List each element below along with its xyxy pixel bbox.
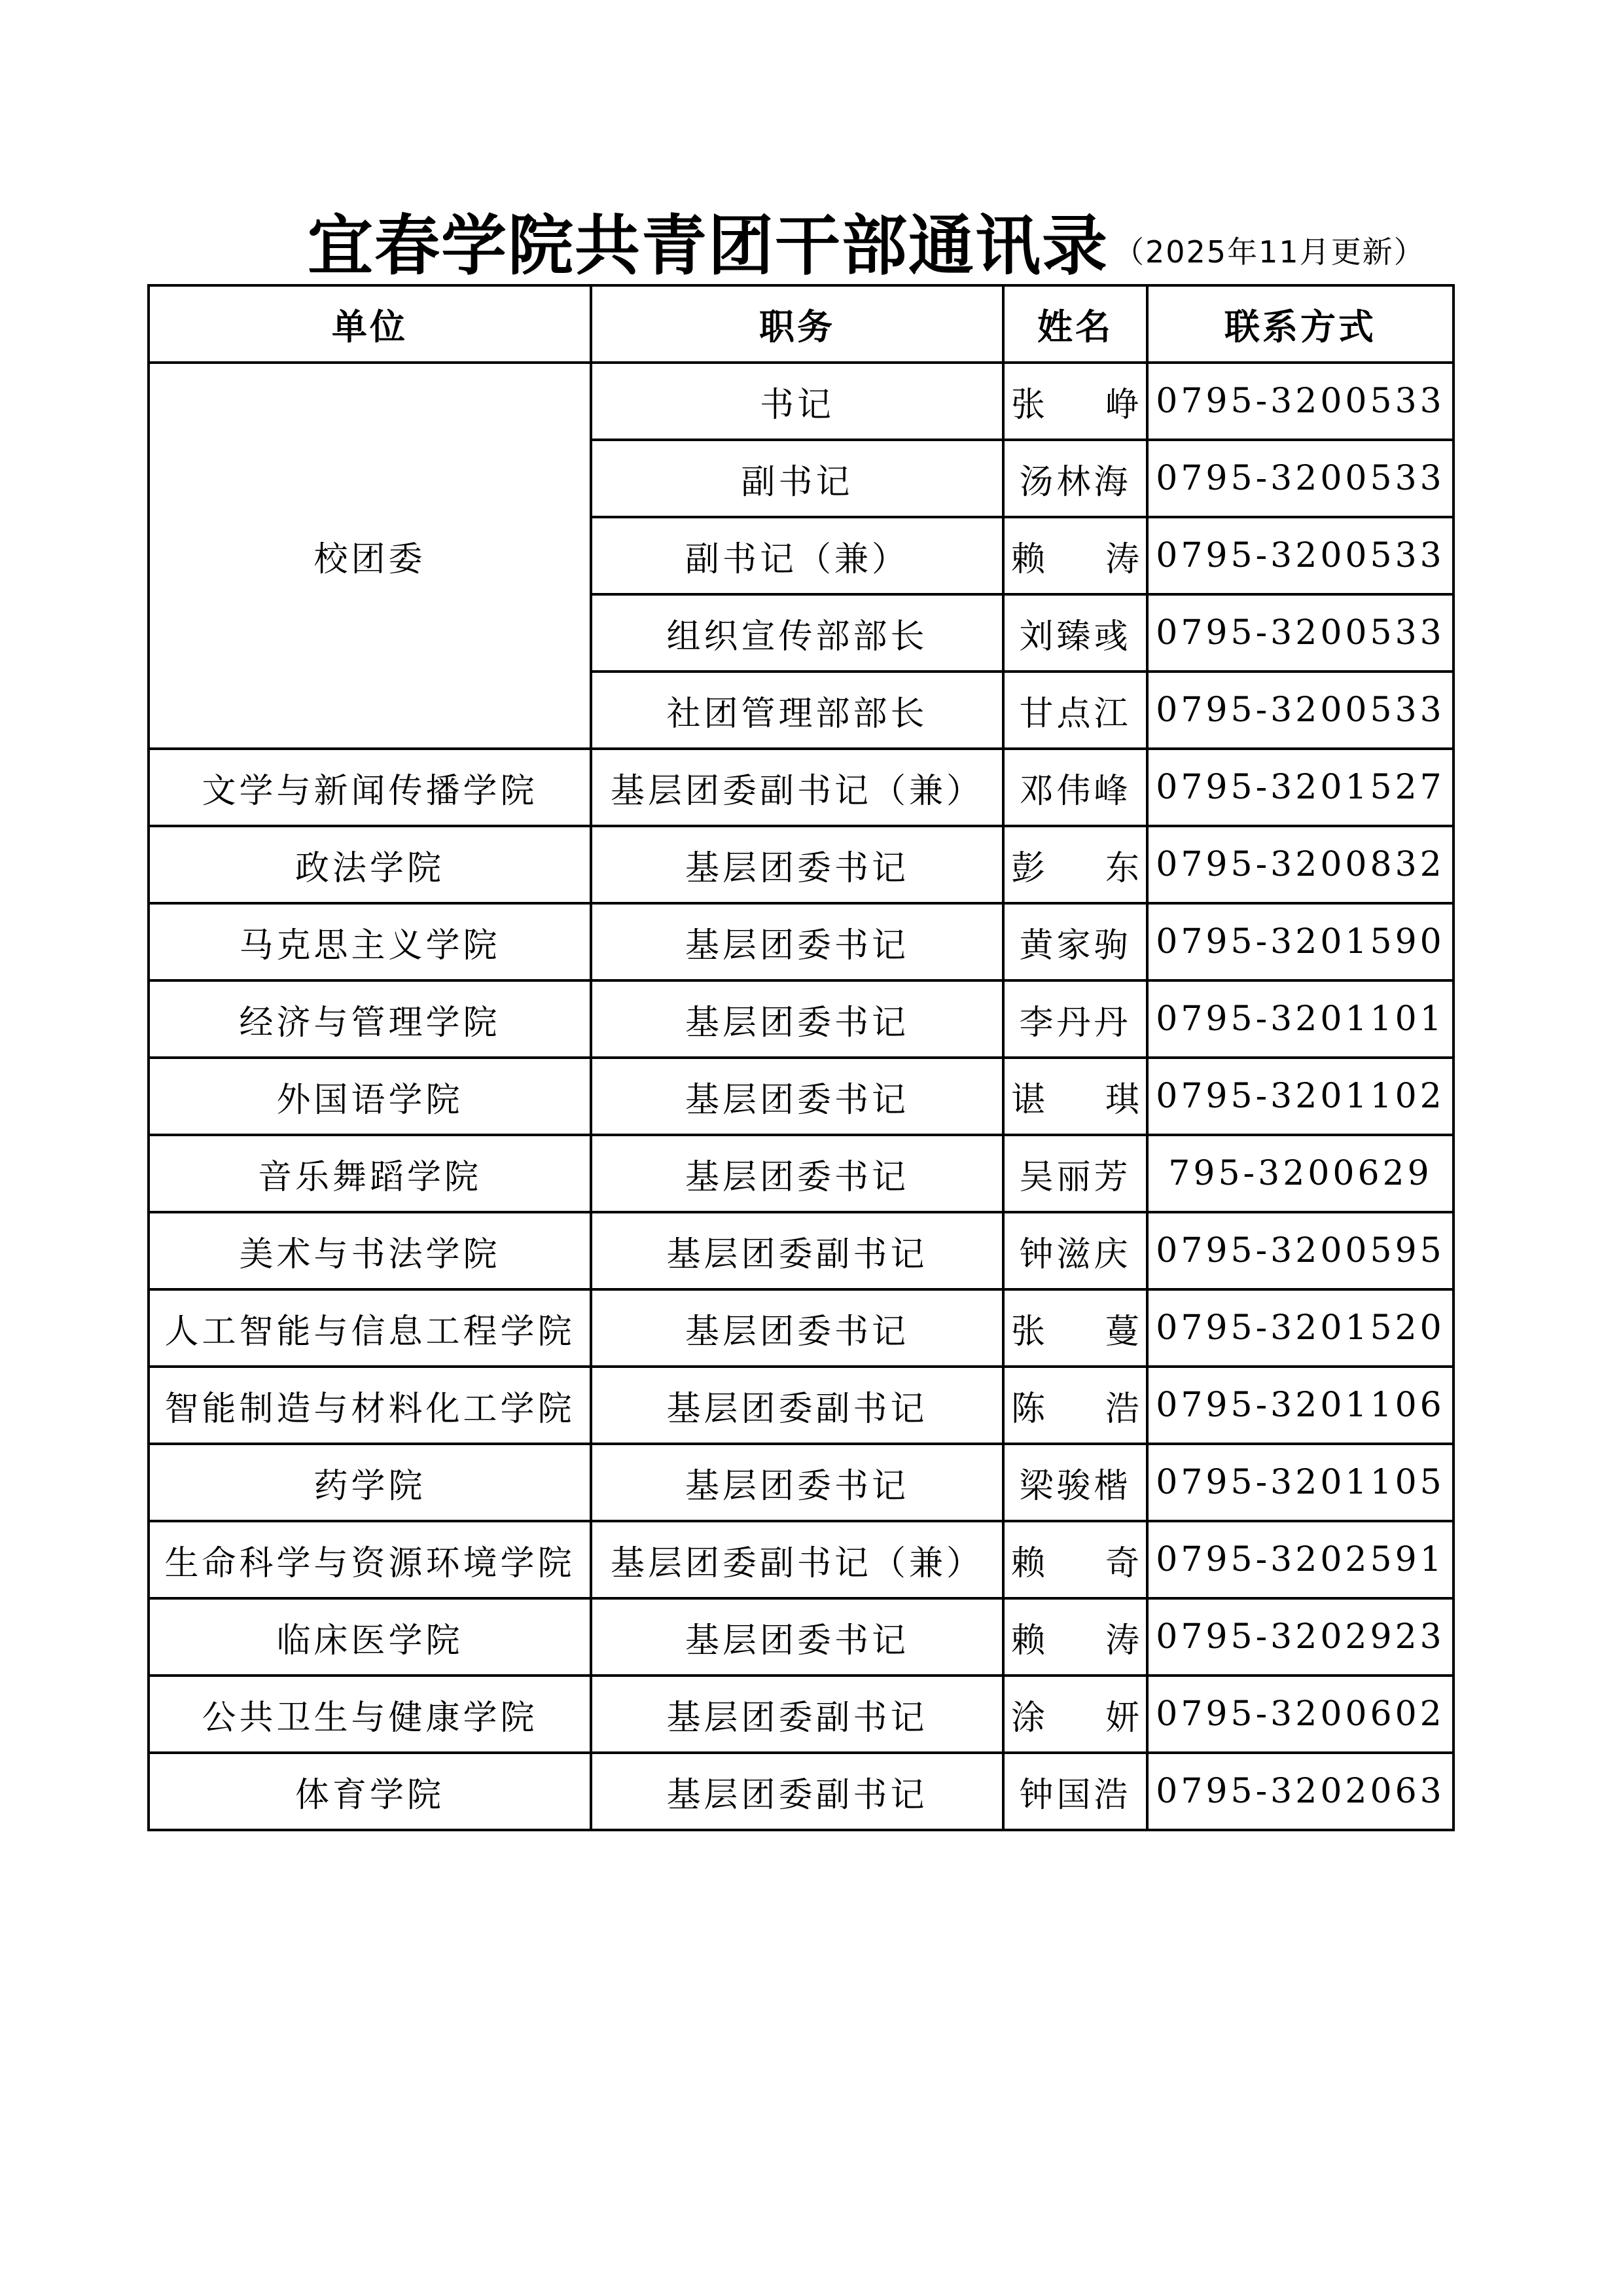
cell-unit: 音乐舞蹈学院 [149, 1135, 591, 1212]
cell-name: 张 蔓 [1003, 1289, 1147, 1367]
cell-name: 钟国浩 [1003, 1753, 1147, 1830]
cell-phone: 0795-3200595 [1147, 1212, 1454, 1289]
table-row [149, 1058, 1454, 1135]
table-row [149, 1212, 1454, 1289]
cell-phone: 0795-3201105 [1147, 1444, 1454, 1521]
cell-phone: 0795-3200533 [1147, 517, 1454, 594]
cell-post: 基层团委书记 [591, 1598, 1003, 1676]
table-row [149, 1521, 1454, 1598]
cell-name: 黄家驹 [1003, 903, 1147, 980]
cell-phone: 0795-3201106 [1147, 1367, 1454, 1444]
cell-name: 甘点江 [1003, 672, 1147, 749]
cell-post: 书记 [591, 363, 1003, 440]
cell-name: 张 峥 [1003, 363, 1147, 440]
table-row [149, 1135, 1454, 1212]
cell-post: 基层团委副书记（兼） [591, 1521, 1003, 1598]
cell-unit: 临床医学院 [149, 1598, 591, 1676]
cell-name: 赖 奇 [1003, 1521, 1147, 1598]
cell-phone: 0795-3200832 [1147, 826, 1454, 903]
table-body [149, 363, 1454, 1830]
cell-name: 赖 涛 [1003, 517, 1147, 594]
cell-post: 基层团委书记 [591, 980, 1003, 1058]
cell-unit: 文学与新闻传播学院 [149, 749, 591, 826]
table-row [149, 1598, 1454, 1676]
cell-post: 副书记 [591, 440, 1003, 517]
cell-phone: 0795-3202923 [1147, 1598, 1454, 1676]
cell-name: 谌 琪 [1003, 1058, 1147, 1135]
table-row [149, 1676, 1454, 1753]
table-row [149, 363, 1454, 440]
cell-name: 陈 浩 [1003, 1367, 1147, 1444]
document-title [308, 190, 1551, 288]
cell-unit: 经济与管理学院 [149, 980, 591, 1058]
header-name: 姓名 [1003, 285, 1147, 363]
cell-phone: 0795-3200533 [1147, 440, 1454, 517]
cell-unit: 体育学院 [149, 1753, 591, 1830]
cell-name: 钟滋庆 [1003, 1212, 1147, 1289]
cell-name: 吴丽芳 [1003, 1135, 1147, 1212]
cell-post: 基层团委书记 [591, 1444, 1003, 1521]
cell-name: 涂 妍 [1003, 1676, 1147, 1753]
cell-post: 基层团委副书记 [591, 1212, 1003, 1289]
table-row [149, 1753, 1454, 1830]
cell-post: 基层团委副书记 [591, 1367, 1003, 1444]
cell-unit: 校团委 [149, 363, 591, 749]
cell-unit: 生命科学与资源环境学院 [149, 1521, 591, 1598]
cell-post: 基层团委副书记 [591, 1753, 1003, 1830]
table-row [149, 1444, 1454, 1521]
cell-unit: 公共卫生与健康学院 [149, 1676, 591, 1753]
cell-unit: 药学院 [149, 1444, 591, 1521]
cell-post: 基层团委副书记 [591, 1676, 1003, 1753]
cell-phone: 0795-3201527 [1147, 749, 1454, 826]
table-row [149, 1289, 1454, 1367]
cell-phone: 0795-3202063 [1147, 1753, 1454, 1830]
cell-name: 邓伟峰 [1003, 749, 1147, 826]
cell-phone: 0795-3200533 [1147, 363, 1454, 440]
cell-phone: 0795-3200533 [1147, 672, 1454, 749]
cell-name: 刘臻彧 [1003, 594, 1147, 672]
table-row [149, 903, 1454, 980]
cell-post: 基层团委副书记（兼） [591, 749, 1003, 826]
cell-unit: 马克思主义学院 [149, 903, 591, 980]
cell-phone: 0795-3200533 [1147, 594, 1454, 672]
cell-name: 梁骏楷 [1003, 1444, 1147, 1521]
cell-post: 组织宣传部部长 [591, 594, 1003, 672]
cell-unit: 美术与书法学院 [149, 1212, 591, 1289]
cell-name: 彭 东 [1003, 826, 1147, 903]
table-row [149, 980, 1454, 1058]
cell-unit: 智能制造与材料化工学院 [149, 1367, 591, 1444]
cell-post: 基层团委书记 [591, 903, 1003, 980]
cell-unit: 外国语学院 [149, 1058, 591, 1135]
cell-unit: 政法学院 [149, 826, 591, 903]
header-phone: 联系方式 [1147, 285, 1454, 363]
cell-phone: 0795-3200602 [1147, 1676, 1454, 1753]
cell-post: 基层团委书记 [591, 1058, 1003, 1135]
header-unit: 单位 [149, 285, 591, 363]
cell-phone: 795-3200629 [1147, 1135, 1454, 1212]
cell-post: 社团管理部部长 [591, 672, 1003, 749]
cell-phone: 0795-3201102 [1147, 1058, 1454, 1135]
cell-post: 基层团委书记 [591, 1289, 1003, 1367]
cell-name: 李丹丹 [1003, 980, 1147, 1058]
contact-table [147, 284, 1455, 1831]
cell-name: 汤林海 [1003, 440, 1147, 517]
cell-name: 赖 涛 [1003, 1598, 1147, 1676]
cell-post: 基层团委书记 [591, 826, 1003, 903]
table-header-row [149, 285, 1454, 363]
table-row [149, 749, 1454, 826]
cell-post: 基层团委书记 [591, 1135, 1003, 1212]
title-main: 宜春学院共青团干部通讯录 [308, 207, 1109, 284]
title-update-note: （2025年11月更新） [1114, 234, 1425, 270]
cell-phone: 0795-3201590 [1147, 903, 1454, 980]
header-post: 职务 [591, 285, 1003, 363]
cell-phone: 0795-3201101 [1147, 980, 1454, 1058]
cell-post: 副书记（兼） [591, 517, 1003, 594]
cell-phone: 0795-3202591 [1147, 1521, 1454, 1598]
cell-unit: 人工智能与信息工程学院 [149, 1289, 591, 1367]
cell-phone: 0795-3201520 [1147, 1289, 1454, 1367]
table-row [149, 1367, 1454, 1444]
table-row [149, 826, 1454, 903]
